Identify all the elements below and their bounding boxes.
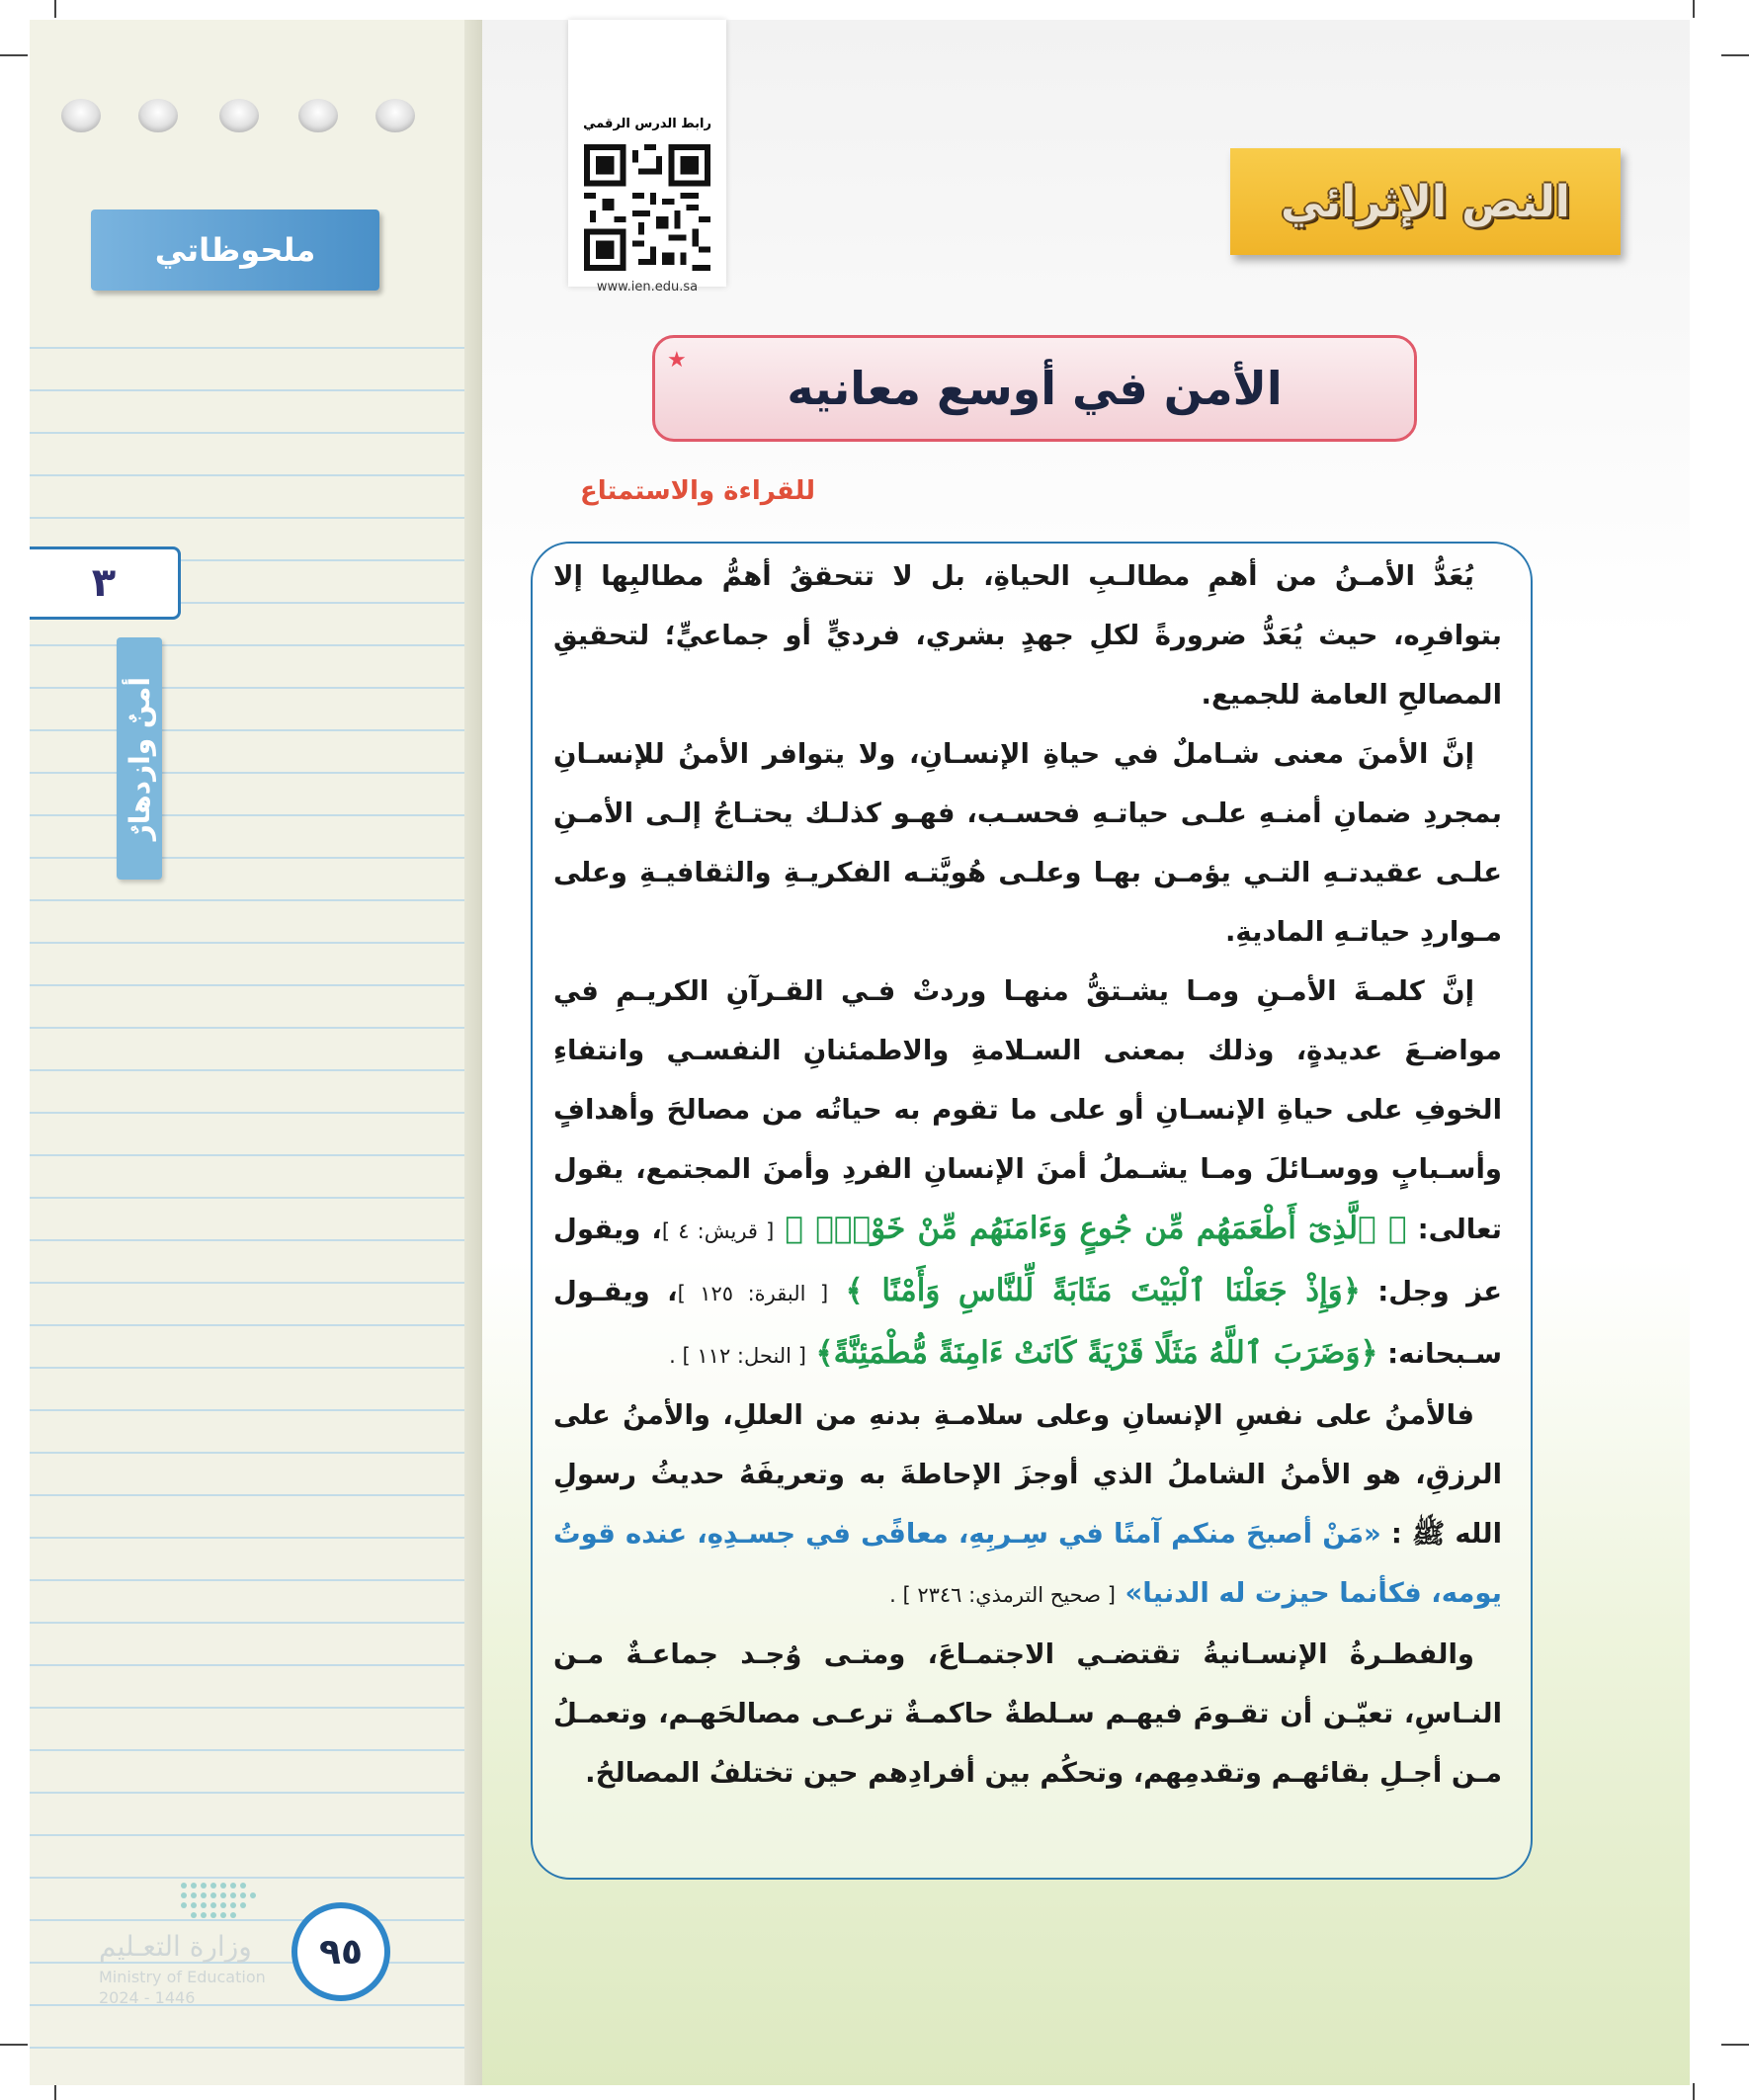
ministry-name-en: Ministry of Education [99,1968,266,1986]
ministry-name-ar: وزارة التعـليم [99,1930,252,1963]
binder-ring-icon [61,99,101,132]
binder-ring-icon [138,99,178,132]
banner-label: النص الإثرائي [1281,176,1570,227]
qr-url[interactable]: www.ien.edu.sa [596,280,699,294]
notes-tab: ملحوظاتي [91,210,379,291]
binder-ring-icon [298,99,338,132]
lesson-title: الأمن في أوسع معانيه [787,362,1283,415]
paragraph [553,1386,1502,1625]
paragraph-text: ، ويقـول سـبحانه: [553,1276,1502,1370]
unit-number: ٣ [30,546,181,620]
unit-title: أمنٌ وازدهارٌ [123,676,156,841]
paragraph: والفطـرةُ الإنسـانيةُ تقتضـي الاجتمـاعَ، ومتـى وُجـد جماعـةٌ مـن النـاسِ، تعيّـن أن تقـومَ فيهـم سـلطةٌ حاكمـةٌ ترعـى مصالحَهـم، وتعمـلُ مـن أجـلِ بقائهـم وتقدمِهم، وتحكُم بين أفرادِهم حين تختلفُ المصالحُ. [553,1638,1502,1789]
paragraph-text: ، ويقول عز وجل: [553,1214,1503,1307]
reading-text [553,546,1502,1803]
quran-verse: ﴿وَضَرَبَ ٱللَّهُ مَثَلًا قَرْيَةً كَانَتْ ءَامِنَةً مُّطْمَئِنَّةً﴾ [815,1335,1378,1371]
crop-mark [0,54,28,56]
star-icon: ★ [667,348,687,373]
hadith-reference: [ صحيح الترمذي: ٢٣٤٦ ] . [889,1583,1116,1607]
crop-mark [1721,54,1749,56]
hadith-text: «مَنْ أصبحَ منكم آمنًا في سِـربِهِ، معافًى في جسـدِهِ، عنده قوتُ يومه، فكأنما حيزت له الدنيا» [553,1518,1502,1609]
quran-verse: ﴿وَإِذْ جَعَلْنَا ٱلْبَيْتَ مَثَابَةً لِّلنَّاسِ وَأَمْنًا ﴾ [845,1273,1361,1308]
crop-mark [54,0,56,18]
crop-mark [1693,0,1695,18]
paragraph: يُعَدُّ الأمـنُ من أهمِ مطالـبِ الحياةِ، بل لا تتحققُ أهمُّ مطالبِها إلا بتوافرِه، حيث يُعَدُّ ضرورةً لكلِ جهدٍ بشري، فرديٍّ أو جماعيٍّ؛ لتحقيقِ المصالحِ العامة للجميع. [553,560,1502,711]
crop-mark [0,2044,28,2046]
notebook-spine [464,20,482,2085]
binder-ring-icon [219,99,259,132]
paragraph [553,962,1502,1386]
paragraph: إنَّ الأمنَ معنى شـاملٌ في حياةِ الإنسـانِ، ولا يتوافر الأمنُ للإنسـانِ بمجردِ ضمانِ أمنـهِ علـى حياتـهِ فحسـب، فهـو كذلـك يحتـاجُ إلـى الأمـنِ علـى عقيدتـهِ التـي يؤمـن بهـا وعلـى هُويَّتـه الفكريـةِ والثقافيـةِ وعلى مـواردِ حياتـهِ الماديةِ. [553,738,1502,948]
verse-reference: [ البقرة: ١٢٥ ] [677,1282,829,1305]
notes-sidebar [30,20,479,2085]
page-number: ٩٥ [292,1902,390,2001]
binder-ring-icon [375,99,415,132]
crop-mark [1693,2083,1695,2100]
qr-code-icon[interactable] [584,144,710,271]
crop-mark [1721,2044,1749,2046]
qr-card[interactable] [568,20,726,294]
section-label: للقراءة والاستمتاع [579,476,815,506]
ministry-year: 2024 - 1446 [99,1988,196,2007]
verse-reference: [ النحل: ١١٢ ] . [669,1344,806,1368]
paragraph-text: إنَّ كلمـةَ الأمـنِ ومـا يشـتقُّ منهـا وردتْ فـي القـرآنِ الكريـمِ في مواضـعَ عديدةٍ، وذلك بمعنى السـلامةِ والاطمئنانِ النفسـي وانتفاءِ الخوفِ على حياةِ الإنسـانِ أو على ما تقوم به حياتُه من مصالحَ وأهدافٍ وأسـبابٍ ووسـائلَ ومـا يشـملُ أمنَ الإنسانِ الفردِ وأمنَ المجتمع، يقول تعالى: [553,975,1502,1245]
lesson-title-box [652,335,1417,442]
qr-label: رابط الدرس الرقمي [583,117,711,131]
unit-title-tab [117,637,162,880]
quran-verse: ﴿ ٱلَّذِىٓ أَطْعَمَهُم مِّن جُوعٍ وَءَامَنَهُم مِّنْ خَوْفٍۭ ﴾ [785,1211,1407,1246]
verse-reference: [ قريش: ٤ ] [661,1219,775,1243]
enrichment-banner [1230,148,1621,255]
crop-mark [54,2083,56,2100]
paragraph-text: فالأمنُ على نفسِ الإنسانِ وعلى سلامـةِ بدنهِ من العللِ، والأمنُ على الرزقِ، هو الأمنُ الشاملُ الذي أوجزَ الإحاطةَ به وتعريفَهُ حديثُ رسولِ الله ﷺ : [553,1399,1502,1550]
